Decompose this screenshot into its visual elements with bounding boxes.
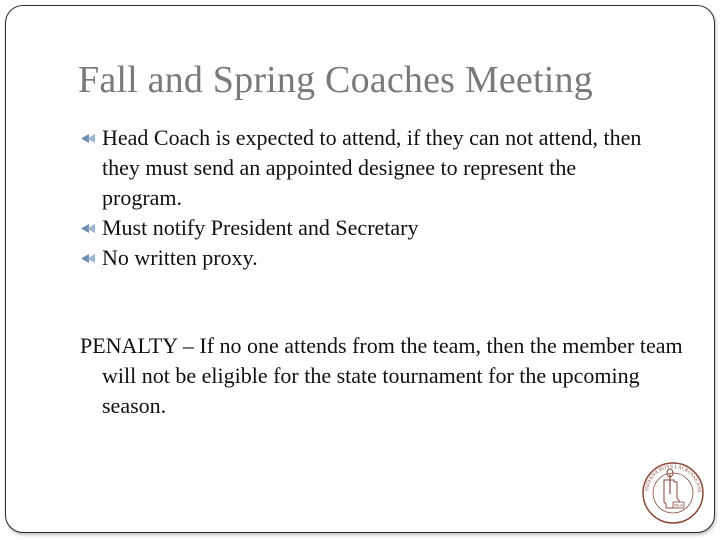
bullet-text: Head Coach is expected to attend, if they can not attend, then they must send an appointed designee to represent the program.	[102, 125, 642, 210]
bullet-item	[80, 123, 660, 213]
bullet-text: Must notify President and Secretary	[102, 215, 419, 240]
bullet-item	[80, 213, 660, 243]
penalty-note: PENALTY – If no one attends from the team, then the member team will not be eligible for the state tournament for the upcoming season.	[80, 333, 683, 418]
slide-title: Fall and Spring Coaches Meeting	[78, 59, 593, 101]
association-seal-logo	[640, 460, 706, 526]
bullet-list	[80, 123, 660, 273]
bullet-icon	[80, 253, 96, 264]
svg-text:INDIANA BOYS LACROSSE ASSOCIAT: INDIANA BOYS LACROSSE ASS	[644, 463, 703, 493]
bullet-text: No written proxy.	[102, 245, 258, 270]
bullet-icon	[80, 133, 96, 144]
bullet-item	[80, 243, 660, 273]
bullet-icon	[80, 223, 96, 234]
logo-badge-text: IBLA	[674, 502, 683, 508]
